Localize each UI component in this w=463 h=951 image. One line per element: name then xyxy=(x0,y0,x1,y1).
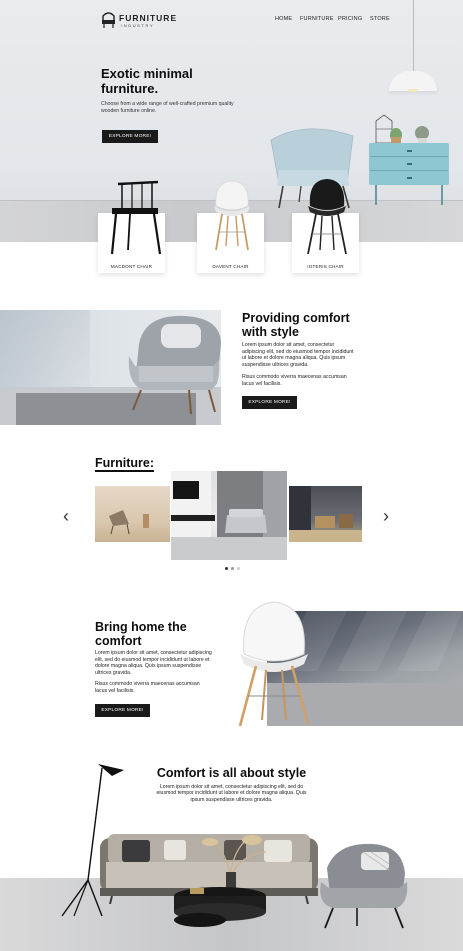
comfort-paragraph-2: Risus commodo viverra maecenas accumsan lacus vel facilisis. xyxy=(242,374,347,387)
lamp-cord xyxy=(413,0,414,72)
macdont-chair-image xyxy=(108,180,162,255)
cabinet-leg xyxy=(441,185,443,205)
slide-1-image xyxy=(95,486,170,542)
bring-home-paragraph-2: Risus commodo viverra maecenas accumsan lacus vel facilisis. xyxy=(95,681,200,694)
grey-armchair-image xyxy=(125,314,225,416)
bring-home-title-line1: Bring home the xyxy=(95,620,187,634)
armchair-logo-icon xyxy=(101,11,116,29)
comfort-explore-button[interactable]: EXPLORE MORE! xyxy=(242,396,297,409)
brand-name[interactable]: FURNITURE xyxy=(119,13,178,23)
cabinet-drawer-line xyxy=(370,170,448,171)
chevron-right-icon[interactable]: › xyxy=(383,506,389,526)
slider-dot-2[interactable] xyxy=(231,567,234,570)
hero-description: Choose from a wide range of well-crafted premium quality wooden furniture online. xyxy=(101,101,234,114)
comfort-paragraph-1: Lorem ipsum dolor sit amet, consectetur adipiscing elit, sed do eiusmod tempor incididunt ut labore et dolore magna aliqua. Quis ipsum suspendisse ultrices gravida. xyxy=(242,342,354,368)
cabinet-knob xyxy=(407,177,412,179)
hero-explore-button[interactable]: EXPLORE MORE! xyxy=(102,130,158,143)
slide-2-image xyxy=(171,471,287,560)
cabinet-knob xyxy=(407,163,412,165)
brand-tagline: INDUSTRY xyxy=(121,23,155,28)
product-name-ioteris: IOTERIS CHAIR xyxy=(307,264,344,269)
hero-title-line1: Exotic minimal xyxy=(101,66,193,81)
nav-furniture[interactable]: FURNITURE xyxy=(300,16,334,22)
product-name-macdont: MACDONT CHAIR xyxy=(110,264,153,269)
slide-2[interactable] xyxy=(171,471,287,560)
style-paragraph: Lorem ipsum dolor sit amet, consectetur adipiscing elit, sed do eiusmod tempor incididunt ut labore et dolore magna aliqua. Quis ipsum suspendisse ultrices gravida. xyxy=(156,784,307,803)
ioteris-chair-image xyxy=(302,178,352,256)
comfort-title-line1: Providing comfort xyxy=(242,311,350,325)
comfort-title xyxy=(242,311,442,339)
bring-home-explore-button[interactable]: EXPLORE MORE! xyxy=(95,704,150,717)
lounge-chair-image xyxy=(317,838,413,930)
style-title: Comfort is all about style xyxy=(156,766,307,780)
nav-pricing[interactable]: PRICING xyxy=(338,16,363,22)
davent-chair-image xyxy=(208,180,256,252)
nav-home[interactable]: HOME xyxy=(275,16,293,22)
cabinet-leg xyxy=(375,185,377,205)
comfort-title-line2: with style xyxy=(242,325,299,339)
bring-home-paragraph-1: Lorem ipsum dolor sit amet, consectetur adipiscing elit, sed do eiusmod tempor incididunt ut labore et dolore magna aliqua. Quis ipsum suspendisse ultrices gravida. xyxy=(95,650,212,676)
hero-title xyxy=(101,66,251,96)
nav-store[interactable]: STORE xyxy=(370,16,390,22)
cabinet-decor xyxy=(366,113,436,145)
coffee-table-image xyxy=(170,834,270,934)
hero-title-line2: furniture. xyxy=(101,81,159,96)
cabinet-knob xyxy=(407,150,412,152)
product-name-davent: DAVENT CHAIR xyxy=(212,264,249,269)
slider-dot-3[interactable] xyxy=(237,567,240,570)
slide-3[interactable] xyxy=(289,486,362,542)
bring-home-title-line2: comfort xyxy=(95,634,142,648)
pendant-lamp xyxy=(389,71,437,91)
furniture-title: Furniture: xyxy=(95,456,155,470)
slider-dot-1[interactable] xyxy=(225,567,228,570)
cabinet-drawer-line xyxy=(370,156,448,157)
bring-home-title xyxy=(95,620,255,648)
chevron-left-icon[interactable]: ‹ xyxy=(63,506,69,526)
slide-3-image xyxy=(289,486,362,542)
slide-1[interactable] xyxy=(95,486,170,542)
lamp-bulb xyxy=(408,89,418,92)
